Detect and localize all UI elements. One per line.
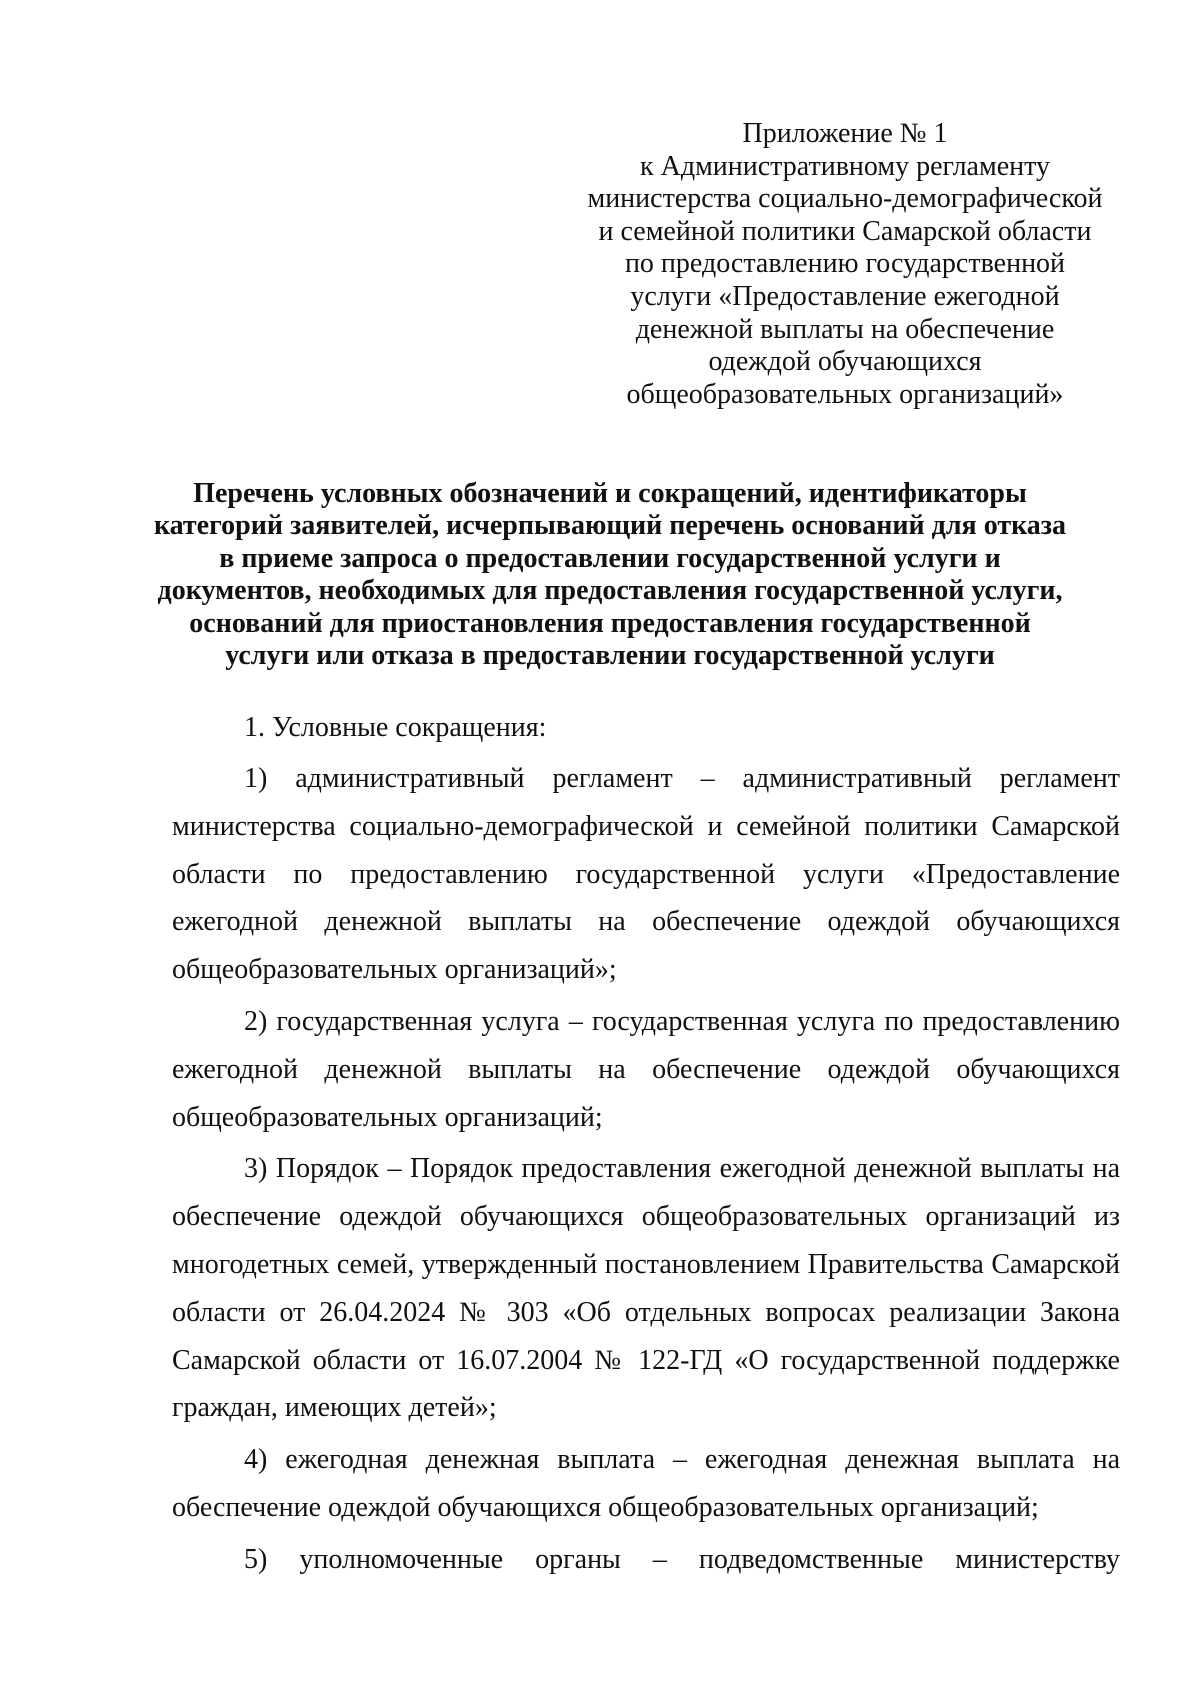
appendix-line: к Административному регламенту: [640, 150, 1050, 182]
title-line: услуги или отказа в предоставлении государственной услуги: [225, 640, 995, 672]
appendix-line: одеждой обучающихся: [708, 346, 982, 378]
appendix-header: [560, 118, 1130, 411]
abbreviation-item-4: 4) ежегодная денежная выплата – ежегодная денежная выплата на обеспечение одеждой обучающихся общеобразовательных организаций;: [172, 1444, 1120, 1523]
abbreviation-item-5: 5) уполномоченные органы – подведомственные министерству: [244, 1543, 1120, 1575]
appendix-line: денежной выплаты на обеспечение: [635, 313, 1055, 345]
abbreviation-item-1: 1) административный регламент – административный регламент министерства социально-демографической и семейной политики Самарской области по предоставлению государственной услуги «Предоставление ежегодной денежной выплаты на обеспечение одеждой обучающихся общеобразовательных организаций»;: [172, 763, 1120, 986]
section-heading: 1. Условные сокращения:: [244, 712, 547, 743]
appendix-line: по предоставлению государственной: [624, 248, 1066, 280]
abbreviation-item-2: 2) государственная услуга – государственная услуга по предоставлению ежегодной денежной выплаты на обеспечение одеждой обучающихся общеобразовательных организаций;: [172, 1005, 1120, 1133]
appendix-line: услуги «Предоставление ежегодной: [630, 280, 1060, 312]
appendix-line: Приложение № 1: [742, 118, 948, 149]
title-line: документов, необходимых для предоставления государственной услуги,: [157, 575, 1063, 607]
abbreviation-item-3: 3) Порядок – Порядок предоставления ежегодной денежной выплаты на обеспечение одеждой обучающихся общеобразовательных организаций из многодетных семей, утвержденный постановлением Правительства Самарской области от 26.04.2024 № 303 «Об отдельных вопросах реализации Закона Самарской области от 16.07.2004 № 122-ГД «О государственной поддержке граждан, имеющих детей»;: [172, 1153, 1120, 1424]
appendix-line: общеобразовательных организаций»: [626, 378, 1064, 410]
title-line: в приеме запроса о предоставлении государственной услуги и: [219, 542, 1001, 574]
title-line: категорий заявителей, исчерпывающий перечень оснований для отказа: [153, 510, 1067, 542]
document-title: [150, 478, 1070, 672]
document-body: [172, 704, 1120, 1584]
title-line: Перечень условных обозначений и сокращений, идентификаторы: [193, 478, 1027, 509]
appendix-line: и семейной политики Самарской области: [598, 215, 1092, 247]
appendix-line: министерства социально-демографической: [587, 183, 1103, 215]
title-line: оснований для приостановления предоставления государственной: [189, 607, 1031, 639]
